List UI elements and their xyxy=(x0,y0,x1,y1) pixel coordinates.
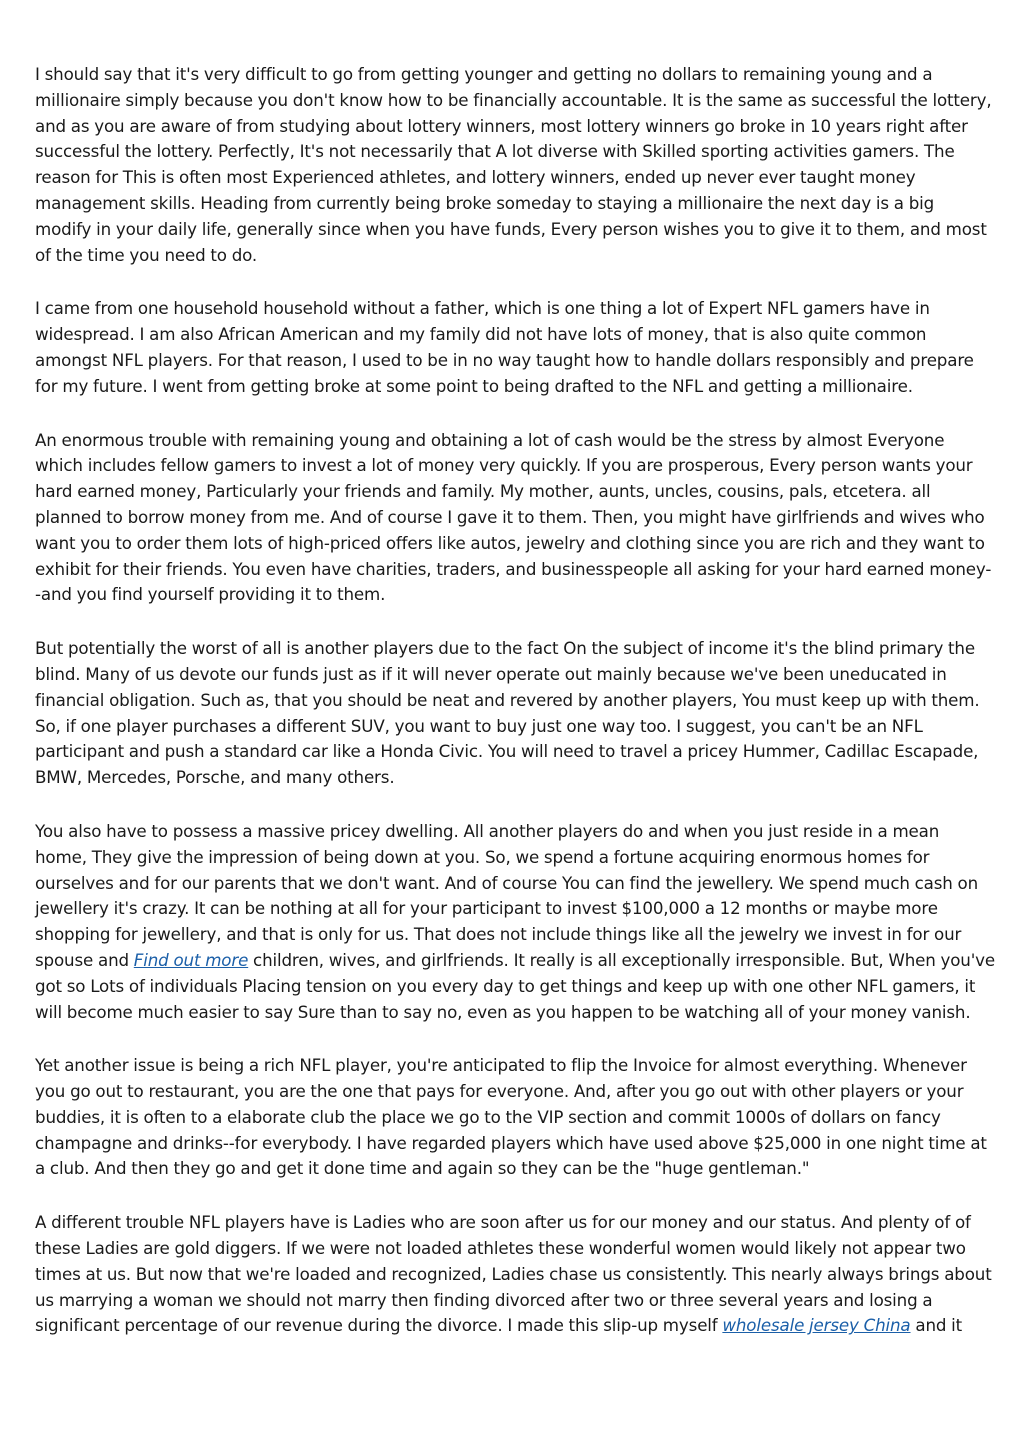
find-out-more-link[interactable]: Find out more xyxy=(133,949,249,970)
wholesale-jersey-link[interactable]: wholesale jersey China xyxy=(722,1315,911,1336)
paragraph-1: I should say that it's very difficult to go from getting younger and getting no dollars to remaining young and a millionaire simply because you don't know how to be financially accountable. It is the same as successful the lottery, and as you are aware of from studying about lottery winners, most lottery winners go broke in 10 years right after successful the lottery. Perfectly, It's not necessarily that A lot diverse with Skilled sporting activities gamers. The reason for This is often most Experienced athletes, and lottery winners, ended up never ever taught money management skills. Heading from currently being broke someday to staying a millionaire the next day is a big modify in your daily life, generally since when you have funds, Every person wishes you to give it to them, and most of the time you need to do. xyxy=(35,64,992,265)
paragraph-5 xyxy=(35,819,995,1025)
paragraph-5-text-after: children, wives, and girlfriends. It really is all exceptionally irresponsible. But, When you've got so Lots of individuals Placing tension on you every day to get things and keep up with one other NFL gamers, it will become much easier to say Sure than to say no, even as you happen to be watching all of your money vanish. xyxy=(35,949,996,1022)
paragraph-3: An enormous trouble with remaining young and obtaining a lot of cash would be the stress by almost Everyone which includes fellow gamers to invest a lot of money very quickly. If you are prosperous, Every person wants your hard earned money, Particularly your friends and family. My mother, aunts, uncles, cousins, pals, etcetera. all planned to borrow money from me. And of course I gave it to them. Then, you might have girlfriends and wives who want you to order them lots of high-priced offers like autos, jewelry and clothing since you are rich and they want to exhibit for their friends. You even have charities, traders, and businesspeople all asking for your hard earned money--and you find yourself providing it to them. xyxy=(35,429,992,605)
paragraph-7-text-before: A different trouble NFL players have is Ladies who are soon after us for our money and our status. And plenty of of these Ladies are gold diggers. If we were not loaded athletes these wonderful women would likely not appear two times at us. But now that we're loaded and recognized, Ladies chase us consistently. This nearly always brings about us marrying a woman we should not marry then finding divorced after two or three several years and losing a significant percentage of our revenue during the divorce. I made this slip-up myself xyxy=(35,1212,992,1336)
paragraph-4: But potentially the worst of all is another players due to the fact On the subject of income it's the blind primary the blind. Many of us devote our funds just as if it will never operate out mainly because we've been uneducated in financial obligation. Such as, that you should be neat and revered by another players, You must keep up with them. So, if one player purchases a different SUV, you want to buy just one way too. I suggest, you can't be an NFL participant and push a standard car like a Honda Civic. You will need to travel a pricey Hummer, Cadillac Escapade, BMW, Mercedes, Porsche, and many others. xyxy=(35,638,980,788)
paragraph-2: I came from one household household without a father, which is one thing a lot of Expert NFL gamers have in widespread. I am also African American and my family did not have lots of money, that is also quite common amongst NFL players. For that reason, I used to be in no way taught how to handle dollars responsibly and prepare for my future. I went from getting broke at some point to being drafted to the NFL and getting a millionaire. xyxy=(35,298,974,396)
document-body xyxy=(35,62,995,1367)
paragraph-5-text-before: You also have to possess a massive pricey dwelling. All another players do and when you just reside in a mean home, They give the impression of being down at you. So, we spend a fortune acquiring enormous homes for ourselves and for our parents that we don't want. And of course You can find the jewellery. We spend much cash on jewellery it's crazy. It can be nothing at all for your participant to invest $100,000 a 12 months or maybe more shopping for jewellery, and that is only for us. That does not include things like all the jewelry we invest in for our spouse and xyxy=(35,820,979,970)
paragraph-7-text-after: and it xyxy=(910,1315,963,1336)
paragraph-7 xyxy=(35,1210,995,1339)
paragraph-6: Yet another issue is being a rich NFL player, you're anticipated to flip the Invoice for almost everything. Whenever you go out to restaurant, you are the one that pays for everyone. And, after you go out with other players or your buddies, it is often to a elaborate club the place we go to the VIP section and commit 1000s of dollars on fancy champagne and drinks--for everybody. I have regarded players which have used above $25,000 in one night time at a club. And then they go and get it done time and again so they can be the "huge gentleman." xyxy=(35,1055,987,1179)
